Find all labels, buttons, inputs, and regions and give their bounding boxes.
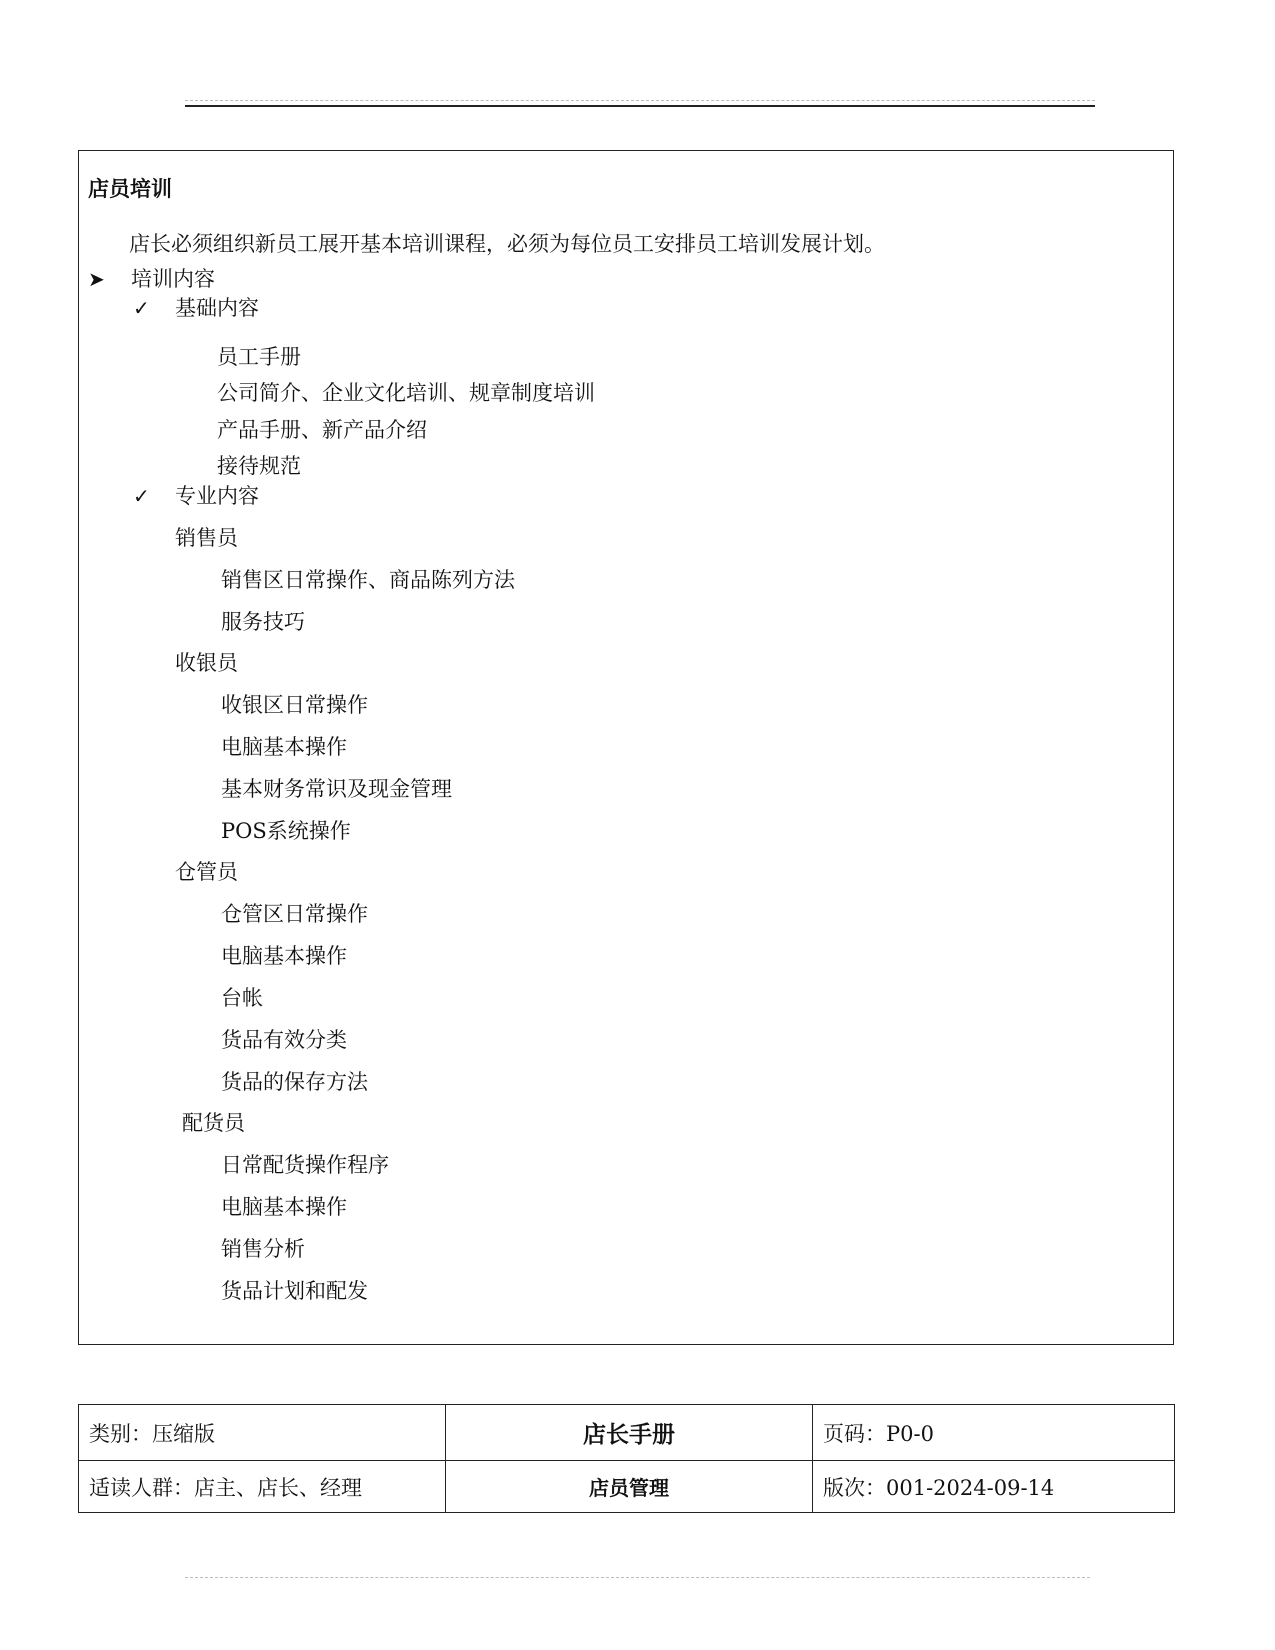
list-item: 日常配货操作程序: [221, 1153, 389, 1177]
list-item: 接待规范: [217, 454, 301, 478]
footer-category: 类别：压缩版: [79, 1405, 446, 1461]
list-item: 货品有效分类: [221, 1028, 347, 1052]
list-item: 产品手册、新产品介绍: [217, 418, 427, 442]
list-item: 员工手册: [217, 345, 301, 369]
footer-manual-title: 店长手册: [446, 1405, 813, 1461]
header-rule: [185, 105, 1095, 107]
list-item: 电脑基本操作: [221, 944, 347, 968]
checkmark-icon: ✓: [133, 484, 150, 508]
list-item: 服务技巧: [221, 610, 305, 634]
footer-rule-faint: [185, 1577, 1090, 1578]
footer-audience: 适读人群：店主、店长、经理: [79, 1461, 446, 1513]
list-item: 货品计划和配发: [221, 1279, 368, 1303]
role-heading: 仓管员: [175, 860, 238, 884]
role-heading: 配货员: [182, 1111, 245, 1135]
section-title: 店员培训: [88, 177, 172, 201]
list-item: 货品的保存方法: [221, 1070, 368, 1094]
list-item: 电脑基本操作: [221, 735, 347, 759]
role-heading: 收银员: [175, 651, 238, 675]
footer-page-code: 页码：P0-0: [813, 1405, 1175, 1461]
outline-heading: 培训内容: [131, 267, 215, 291]
list-item: 台帐: [221, 986, 263, 1010]
list-item: 公司简介、企业文化培训、规章制度培训: [217, 381, 595, 405]
list-item: POS系统操作: [221, 819, 351, 843]
checkmark-icon: ✓: [133, 296, 150, 320]
role-heading: 销售员: [175, 526, 238, 550]
list-item: 仓管区日常操作: [221, 902, 368, 926]
list-item: 销售区日常操作、商品陈列方法: [221, 568, 515, 592]
footer-table: [78, 1404, 1175, 1513]
list-item: 销售分析: [221, 1237, 305, 1261]
list-item: 基本财务常识及现金管理: [221, 777, 452, 801]
list-item: 电脑基本操作: [221, 1195, 347, 1219]
basic-content-label: 基础内容: [175, 296, 259, 320]
footer-version: 版次：001-2024-09-14: [813, 1461, 1175, 1513]
header-rule-faint: [185, 100, 1095, 101]
footer-chapter: 店员管理: [446, 1461, 813, 1513]
intro-paragraph: 店长必须组织新员工展开基本培训课程，必须为每位员工安排员工培训发展计划。: [129, 232, 885, 256]
list-item: 收银区日常操作: [221, 693, 368, 717]
arrow-bullet-icon: ➤: [88, 267, 105, 291]
professional-content-label: 专业内容: [175, 484, 259, 508]
